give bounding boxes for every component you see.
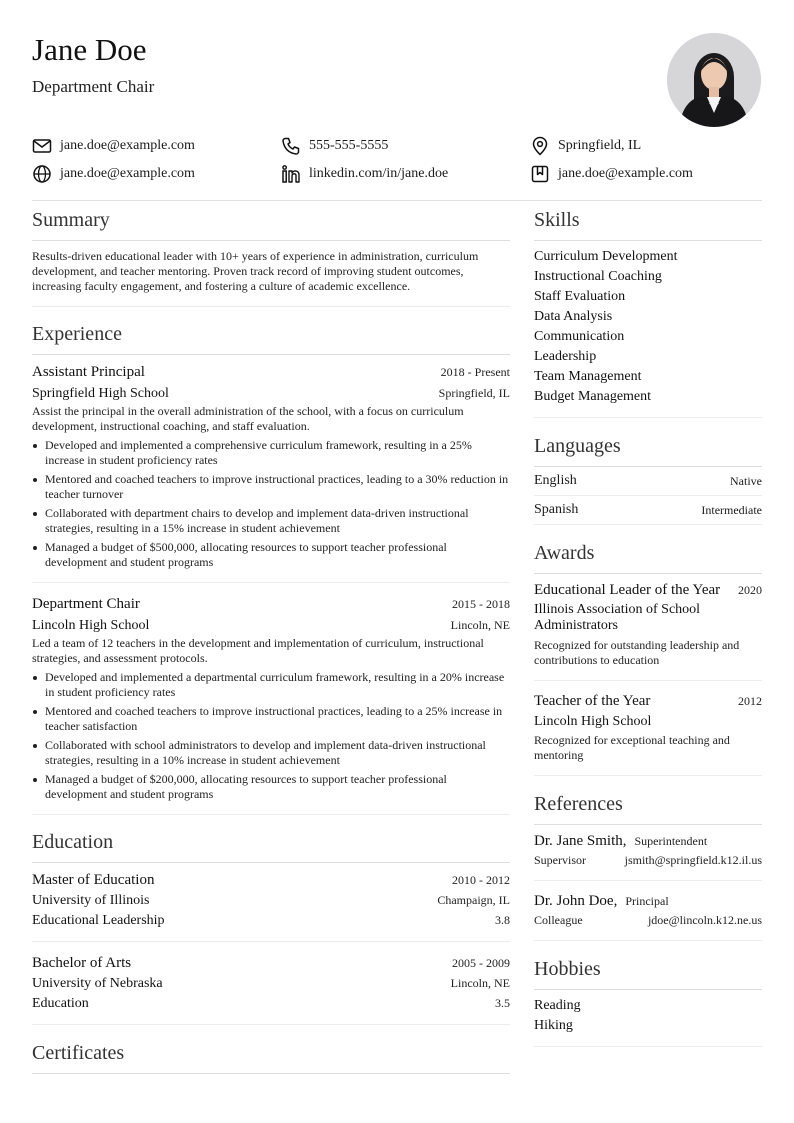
contact-email[interactable] — [32, 134, 195, 158]
award-title: Educational Leader of the Year — [534, 582, 721, 598]
school-location: Champaign, IL — [437, 893, 510, 907]
award-description: Recognized for exceptional teaching and mentoring — [534, 733, 730, 762]
contact-email-text: jane.doe@example.com — [60, 138, 195, 153]
section-divider — [534, 1046, 762, 1047]
reference-relation: Colleague — [534, 913, 583, 927]
experience-item — [32, 583, 510, 815]
map-pin-icon — [530, 136, 550, 156]
job-location: Springfield, IL — [438, 386, 510, 400]
award-issuer: Illinois Association of School Administrators — [534, 602, 701, 633]
education-item — [32, 942, 510, 1025]
degree-name: Master of Education — [32, 872, 155, 888]
job-description: Assist the principal in the overall administration of the school, with a focus on curriculum development, instructional coaching, and staff evaluation. — [32, 404, 464, 433]
award-year: 2012 — [738, 694, 762, 708]
references-heading: References — [534, 793, 623, 815]
job-bullet: Mentored and coached teachers to improve instructional practices, leading to a 30% reduction in teacher turnover — [45, 472, 509, 501]
hobbies-heading: Hobbies — [534, 958, 601, 980]
job-bullet: Collaborated with department chairs to develop and implement data-driven instructional strategies, resulting in a 15% increase in student achievement — [45, 506, 510, 536]
job-role: Assistant Principal — [32, 364, 145, 380]
summary-section — [32, 200, 510, 307]
job-organization: Springfield High School — [32, 386, 169, 401]
school-location: Lincoln, NE — [450, 976, 510, 990]
award-issuer: Lincoln High School — [534, 714, 652, 729]
left-column — [32, 200, 510, 1074]
globe-icon — [32, 164, 52, 184]
skill-item: Budget Management — [534, 389, 652, 404]
language-name: English — [534, 473, 577, 488]
reference-name: Dr. Jane Smith, — [534, 833, 627, 849]
certificates-section — [32, 1025, 510, 1074]
award-title: Teacher of the Year — [534, 693, 651, 709]
language-item — [534, 467, 762, 495]
education-dates: 2005 - 2009 — [452, 956, 510, 970]
contact-website-text: jane.doe@example.com — [60, 166, 195, 181]
section-divider — [534, 240, 762, 241]
skills-heading: Skills — [534, 209, 580, 231]
job-bullet: Developed and implemented a departmental curriculum framework, resulting in a 20% increase in student proficiency rates — [45, 670, 510, 700]
job-organization: Lincoln High School — [32, 618, 150, 633]
summary-heading: Summary — [32, 209, 110, 231]
experience-heading: Experience — [32, 323, 122, 345]
contact-location-text: Springfield, IL — [558, 138, 642, 153]
mail-icon — [32, 136, 52, 156]
reference-position: Principal — [625, 894, 669, 908]
hobby-item: Hiking — [534, 1018, 573, 1033]
contact-linkedin[interactable] — [281, 162, 448, 186]
skill-item: Leadership — [534, 349, 597, 364]
gpa: 3.8 — [495, 913, 510, 927]
job-bullet: Managed a budget of $500,000, allocating resources to support teacher professional development and student programs — [45, 540, 510, 570]
awards-heading: Awards — [534, 542, 595, 564]
profile-photo — [667, 33, 761, 127]
job-dates: 2015 - 2018 — [452, 597, 510, 611]
contact-portfolio[interactable] — [530, 162, 693, 186]
language-level: Intermediate — [701, 502, 762, 517]
section-divider — [32, 1073, 510, 1074]
job-bullets — [32, 670, 510, 802]
contact-location — [530, 134, 641, 158]
hobby-item: Reading — [534, 998, 581, 1013]
avatar — [667, 33, 761, 127]
gpa: 3.5 — [495, 996, 510, 1010]
job-role: Department Chair — [32, 596, 140, 612]
school-name: University of Nebraska — [32, 976, 163, 991]
reference-position: Superintendent — [634, 834, 708, 848]
reference-email[interactable]: jdoe@lincoln.k12.ne.us — [647, 913, 762, 927]
job-bullet: Managed a budget of $200,000, allocating resources to support teacher professional development and student programs — [45, 772, 510, 802]
hobbies-section — [534, 941, 762, 1047]
job-dates: 2018 - Present — [440, 365, 510, 379]
contact-phone-text: 555-555-5555 — [309, 138, 389, 153]
right-column — [534, 200, 762, 1047]
experience-section — [32, 307, 510, 815]
summary-text: Results-driven educational leader with 10+ years of experience in administration, curriculum development, and teacher mentoring. Proven track record of improving student outcomes, increasing faculty engagement, and fostering a culture of academic excellence. — [32, 249, 479, 293]
skill-item: Instructional Coaching — [534, 269, 662, 284]
section-divider — [32, 240, 510, 241]
language-item — [534, 496, 762, 524]
contact-phone[interactable] — [281, 134, 388, 158]
section-divider — [534, 989, 762, 990]
skill-item: Data Analysis — [534, 309, 613, 324]
education-item — [32, 863, 510, 942]
education-dates: 2010 - 2012 — [452, 873, 510, 887]
award-item — [534, 574, 762, 681]
phone-icon — [281, 136, 301, 156]
skill-item: Team Management — [534, 369, 642, 384]
skill-item: Curriculum Development — [534, 249, 678, 264]
award-item — [534, 681, 762, 776]
award-year: 2020 — [738, 583, 762, 597]
skills-section — [534, 200, 762, 418]
school-name: University of Illinois — [32, 893, 150, 908]
language-level: Native — [730, 473, 762, 488]
job-bullet: Collaborated with school administrators to develop and implement data-driven instructional strategies, resulting in a 10% increase in student achievement — [45, 738, 510, 768]
reference-name: Dr. John Doe, — [534, 893, 618, 909]
education-section — [32, 815, 510, 1025]
job-description: Led a team of 12 teachers in the development and implementation of curriculum, instructional strategies, and assessment protocols. — [32, 636, 484, 665]
reference-email[interactable]: jsmith@springfield.k12.il.us — [624, 853, 762, 867]
reference-relation: Supervisor — [534, 853, 586, 867]
job-bullets — [32, 438, 510, 570]
skill-item: Communication — [534, 329, 625, 344]
degree-name: Bachelor of Arts — [32, 955, 132, 971]
contact-linkedin-text: linkedin.com/in/jane.doe — [309, 166, 449, 181]
award-description: Recognized for outstanding leadership and contributions to education — [534, 638, 740, 667]
job-bullet: Developed and implemented a comprehensive curriculum framework, resulting in a 25% increase in student proficiency rates — [45, 438, 510, 468]
job-location: Lincoln, NE — [450, 618, 510, 632]
field-of-study: Educational Leadership — [32, 913, 165, 928]
certificates-heading: Certificates — [32, 1042, 125, 1064]
languages-section — [534, 418, 762, 525]
experience-item — [32, 355, 510, 583]
education-heading: Education — [32, 831, 114, 853]
skills-list — [534, 247, 762, 407]
awards-section — [534, 525, 762, 776]
candidate-title: Department Chair — [32, 77, 155, 96]
contact-website[interactable] — [32, 162, 195, 186]
job-bullet: Mentored and coached teachers to improve instructional practices, leading to a 25% increase in teacher satisfaction — [45, 704, 510, 734]
language-name: Spanish — [534, 502, 579, 517]
field-of-study: Education — [32, 996, 89, 1011]
reference-item — [534, 881, 762, 941]
hobbies-list — [534, 996, 762, 1036]
references-section — [534, 776, 762, 941]
languages-heading: Languages — [534, 435, 621, 457]
skill-item: Staff Evaluation — [534, 289, 626, 304]
bookmark-icon — [530, 164, 550, 184]
contact-portfolio-text: jane.doe@example.com — [558, 166, 693, 181]
reference-item — [534, 825, 762, 881]
linkedin-icon — [281, 164, 301, 184]
candidate-name: Jane Doe — [32, 32, 147, 67]
